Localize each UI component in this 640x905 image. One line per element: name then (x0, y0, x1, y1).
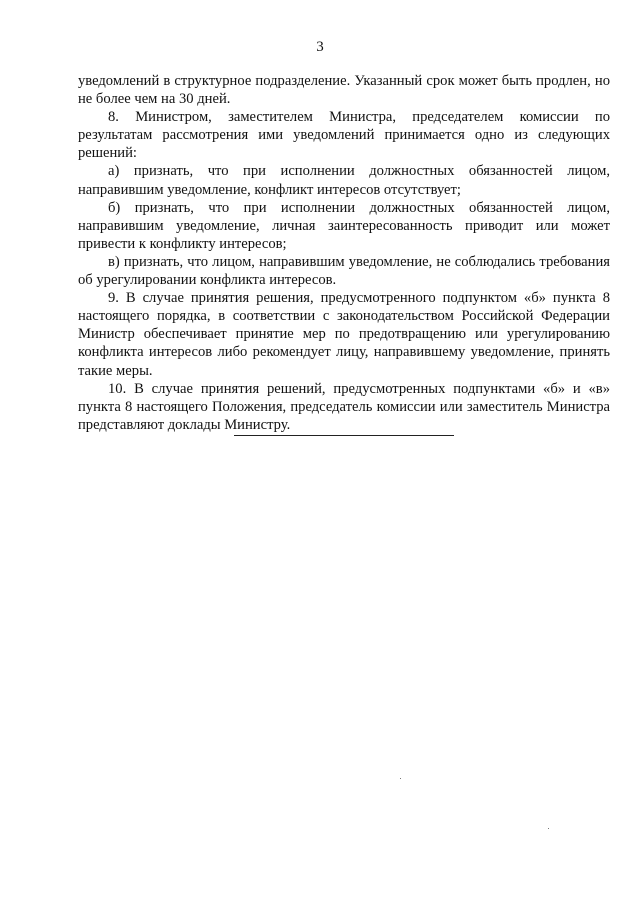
document-body (78, 72, 610, 434)
paragraph-subitem-b: б) признать, что при исполнении должностных обязанностей лицом, направившим уведомление, личная заинтересованность приводит или может привести к конфликту интересов; (78, 199, 610, 252)
paragraph-item-10: 10. В случае принятия решений, предусмотренных подпунктами «б» и «в» пункта 8 настоящего Положения, председатель комиссии или заместитель Министра представляют доклады Министру. (78, 380, 610, 433)
paragraph-item-8: 8. Министром, заместителем Министра, председателем комиссии по результатам рассмотрения ими уведомлений принимается одно из следующих решений: (78, 109, 610, 162)
scan-speck (400, 778, 401, 779)
page-number: 3 (316, 39, 324, 55)
scan-speck (548, 828, 549, 829)
paragraph-subitem-a: а) признать, что при исполнении должностных обязанностей лицом, направившим уведомление, конфликт интересов отсутствует; (78, 163, 610, 198)
closing-divider-line (234, 435, 454, 436)
paragraph-continuation: уведомлений в структурное подразделение. Указанный срок может быть продлен, но не более чем на 30 дней. (78, 73, 610, 108)
paragraph-item-9: 9. В случае принятия решения, предусмотренного подпунктом «б» пункта 8 настоящего порядка, в соответствии с законодательством Российской Федерации Министр обеспечивает принятие мер по предотвращению или урегулированию конфликта интересов либо рекомендует лицу, направившему уведомление, принять такие меры. (78, 290, 610, 379)
paragraph-subitem-v: в) признать, что лицом, направившим уведомление, не соблюдались требования об урегулировании конфликта интересов. (78, 253, 610, 289)
